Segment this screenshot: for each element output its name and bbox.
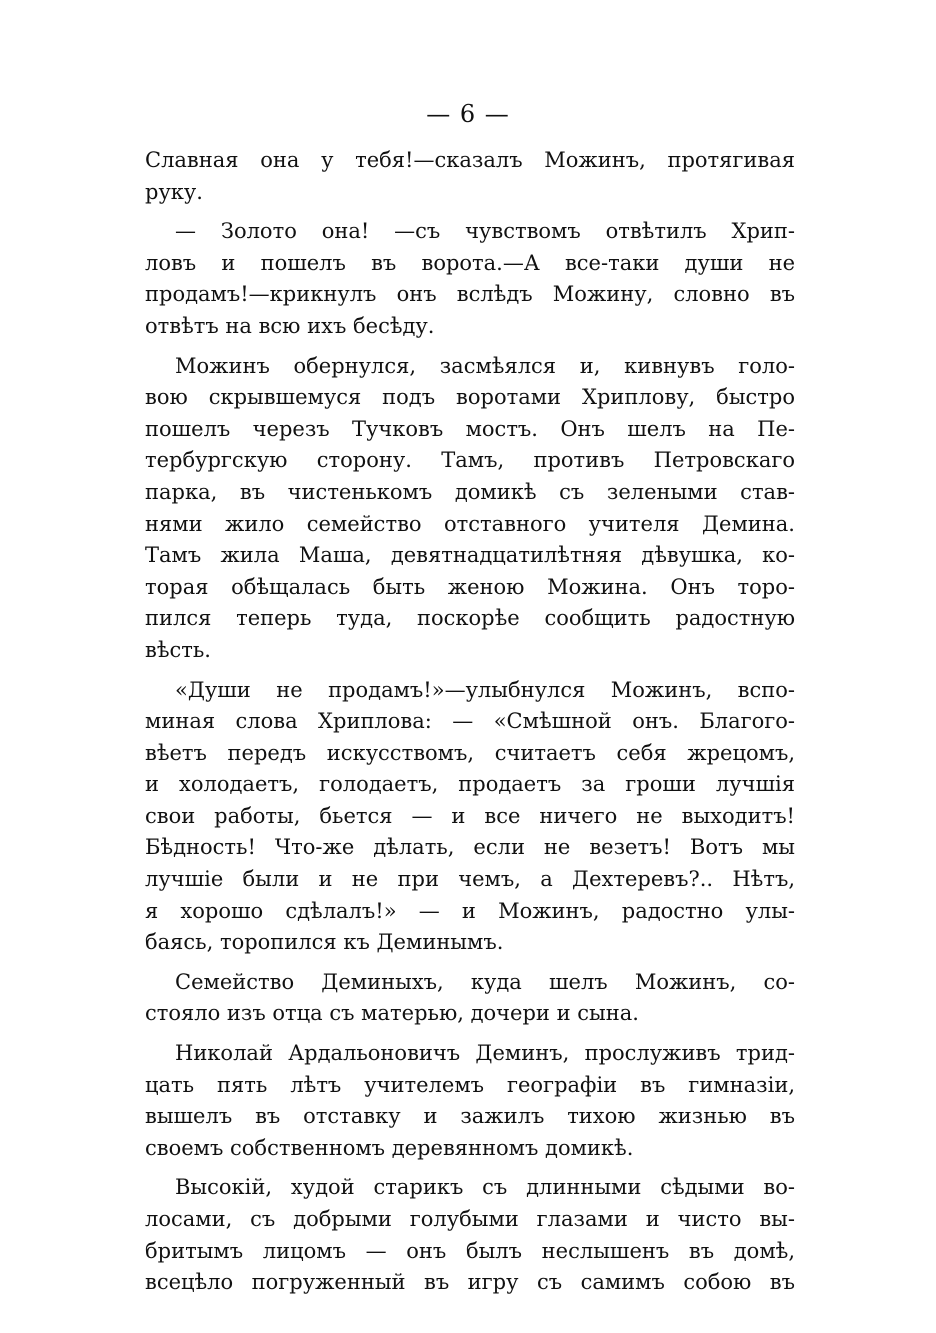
paragraph: [145, 351, 795, 667]
text-line: торая обѣщалась быть женою Можина. Онъ торо-: [145, 574, 795, 599]
text-line: Можинъ обернулся, засмѣялся и, кивнувъ голо-: [175, 353, 795, 378]
paragraph: [145, 216, 795, 342]
paragraph: [145, 1038, 795, 1164]
text-line: отвѣтъ на всю ихъ бесѣду.: [145, 313, 435, 338]
text-line: вою скрывшемуся подъ воротами Хриплову, быстро: [145, 385, 795, 410]
text-line: тербургскую сторону. Тамъ, противъ Петровскаго: [145, 448, 795, 473]
paragraph-gap: [145, 208, 795, 216]
text-line: свои работы, бьется — и все ничего не выходитъ!: [145, 803, 795, 828]
text-line: Славная она у тебя!—сказалъ Можинъ, протягивая: [145, 148, 795, 172]
text-line: — Золото она! —съ чувствомъ отвѣтилъ Хрип-: [175, 219, 795, 244]
text-line: Тамъ жила Маша, девятнадцатилѣтняя дѣвушка, ко-: [145, 543, 795, 568]
text-line: Николай Ардальоновичъ Деминъ, прослуживъ трид-: [175, 1041, 795, 1066]
text-line: вѣетъ передъ искусствомъ, считаетъ себя жрецомъ,: [145, 740, 795, 765]
text-line: Бѣдность! Что-же дѣлать, если не везетъ! Вотъ мы: [145, 835, 795, 860]
text-line: и холодаетъ, голодаетъ, продаетъ за гроши лучшія: [145, 772, 795, 797]
paragraph-gap: [145, 667, 795, 675]
text-line: лучшіе были и не при чемъ, а Дехтеревъ?.. Нѣтъ,: [145, 867, 795, 892]
text-line: бритымъ лицомъ — онъ былъ неслышенъ въ домѣ,: [145, 1238, 795, 1263]
paragraph-gap: [145, 343, 795, 351]
text-line: Высокій, худой старикъ съ длинными сѣдыми во-: [175, 1175, 795, 1200]
text-line: всецѣло погруженный въ игру съ самимъ собою въ: [145, 1270, 795, 1295]
text-line: цать пять лѣтъ учителемъ географіи въ гимназіи,: [145, 1072, 795, 1097]
text-line: пошелъ черезъ Тучковъ мостъ. Онъ шелъ на Пе-: [145, 416, 795, 441]
text-line: Семейство Деминыхъ, куда шелъ Можинъ, со-: [175, 969, 795, 994]
text-line: стояло изъ отца съ матерью, дочери и сына.: [145, 1001, 639, 1026]
text-line: баясь, торопился къ Деминымъ.: [145, 930, 504, 955]
page-number: — 6 —: [426, 100, 510, 128]
paragraph: [145, 145, 795, 208]
paragraph: [145, 967, 795, 1030]
text-line: вышелъ въ отставку и зажилъ тихою жизнью въ: [145, 1104, 795, 1129]
text-line: парка, въ чистенькомъ домикѣ съ зелеными став-: [145, 479, 795, 504]
text-line: миная слова Хриплова: — «Смѣшной онъ. Благого-: [145, 709, 795, 734]
body-text: [145, 145, 795, 1299]
text-line: лосами, съ добрыми голубыми глазами и чисто вы-: [145, 1207, 795, 1231]
paragraph-gap: [145, 1030, 795, 1038]
text-line: я хорошо сдѣлалъ!» — и Можинъ, радостно улы-: [145, 898, 795, 923]
text-line: «Души не продамъ!»—улыбнулся Можинъ, вспо-: [175, 677, 795, 702]
text-line: нями жило семейство отставного учителя Демина.: [145, 511, 795, 536]
paragraph-gap: [145, 1164, 795, 1172]
text-line: пился теперь туда, поскорѣе сообщить радостную: [145, 606, 795, 631]
paragraph-gap: [145, 959, 795, 967]
text-line: своемъ собственномъ деревянномъ домикѣ.: [145, 1135, 634, 1160]
text-line: руку.: [145, 179, 203, 204]
text-line: ловъ и пошелъ въ ворота.—А все-таки души не: [145, 250, 795, 275]
text-line: продамъ!—крикнулъ онъ вслѣдъ Можину, словно въ: [145, 282, 795, 307]
paragraph: [145, 675, 795, 959]
text-line: вѣсть.: [145, 637, 211, 662]
paragraph: [145, 1172, 795, 1298]
